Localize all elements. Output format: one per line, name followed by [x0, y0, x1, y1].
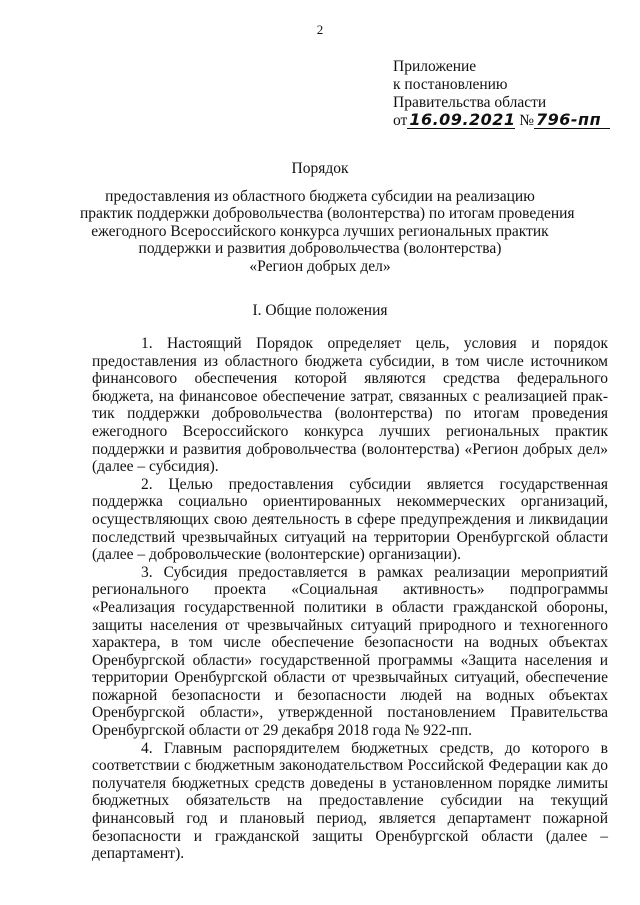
paragraph-line: защиты населения от чрезвычайных ситуаций природного и техногенного: [92, 616, 608, 634]
handwritten-date: 16.09.2021: [409, 110, 516, 129]
paragraph-line: бюджета, на финансовое обеспечение затрат, связанных с реализацией прак-: [92, 387, 608, 405]
paragraph-3: [92, 564, 608, 740]
paragraph-line: 3. Субсидия предоставляется в рамках реализации мероприятий: [141, 563, 608, 581]
paragraph-2: [92, 476, 608, 564]
paragraph-line: финансового обеспечения которой являются средства федерального: [92, 370, 608, 388]
paragraph-line: соответствии с бюджетным законодательством Российской Федерации как до: [92, 757, 608, 775]
document-title: [80, 160, 575, 275]
paragraph-line: характера, в том числе обеспечение безопасности на водных объектах: [92, 634, 608, 652]
appendix-line-3: Правительства области: [393, 94, 547, 111]
paragraph-line: (далее – добровольческие (волонтерские) организации).: [92, 546, 461, 564]
paragraph-line: департамент).: [92, 845, 185, 863]
paragraph-4: [92, 740, 608, 863]
paragraph-line: поддержка социально ориентированных некоммерческих организаций,: [92, 493, 608, 511]
handwritten-number: 796-пп: [534, 112, 610, 129]
section-heading: I. Общие положения: [252, 302, 388, 319]
paragraph-line: Оренбургской области» государственной программы «Защита населения и: [92, 651, 608, 669]
paragraph-line: бюджетных обязательств на предоставление субсидии на текущий: [92, 792, 608, 810]
title-line-5: поддержки и развития добровольчества (волонтерства): [138, 240, 502, 257]
appendix-date-line: [393, 112, 623, 130]
paragraph-line: 4. Главным распорядителем бюджетных средств, до которого в: [141, 739, 608, 757]
paragraph-line: пожарной безопасности и безопасности людей на водных объектах: [92, 686, 608, 704]
paragraph-line: поддержки и развития добровольчества (волонтерства) «Регион добрых дел»: [92, 440, 608, 458]
paragraph-line: осуществляющих свою деятельность в сфере предупреждения и ликвидации: [92, 510, 608, 528]
paragraph-line: 2. Целью предоставления субсидии является государственная: [141, 475, 608, 493]
page-number: 2: [316, 22, 324, 37]
document-body: [92, 335, 608, 863]
number-prefix: №: [519, 112, 534, 129]
title-line-3: практик поддержки добровольчества (волонтерства) по итогам проведения: [80, 205, 575, 222]
title-line-6: «Регион добрых дел»: [249, 257, 391, 275]
appendix-line-1: Приложение: [393, 58, 477, 75]
paragraph-line: Оренбургской области от 29 декабря 2018 года № 922-пп.: [92, 722, 472, 740]
paragraph-line: (далее – субсидия).: [92, 458, 219, 476]
paragraph-line: безопасности и гражданской защиты Оренбургской области (далее –: [92, 827, 608, 845]
appendix-line-2: к постановлению: [393, 76, 508, 93]
paragraph-line: территории Оренбургской области от чрезвычайных ситуаций, обеспечение: [92, 669, 608, 687]
paragraph-line: тик поддержки добровольчества (волонтерства) по итогам проведения: [92, 405, 608, 423]
title-line-4: ежегодного Всероссийского конкурса лучших региональных практик: [91, 222, 549, 240]
title-line-2: предоставления из областного бюджета субсидии на реализацию: [105, 187, 535, 205]
paragraph-line: регионального проекта «Социальная активность» подпрограммы: [92, 581, 608, 599]
paragraph-line: последствий чрезвычайных ситуаций на территории Оренбургской области: [92, 528, 608, 546]
paragraph-line: получателя бюджетных средств доведены в установленном порядке лимиты: [92, 774, 608, 792]
paragraph-1: [92, 335, 608, 476]
paragraph-line: «Реализация государственной политики в области гражданской обороны,: [92, 598, 608, 616]
title-line-1: Порядок: [291, 160, 349, 177]
paragraph-line: финансовый год и плановый период, является департамент пожарной: [92, 810, 608, 828]
paragraph-line: Оренбургской области», утвержденной постановлением Правительства: [92, 704, 608, 722]
paragraph-line: 1. Настоящий Порядок определяет цель, условия и порядок: [141, 335, 608, 352]
paragraph-line: предоставления из областного бюджета субсидии, в том числе источником: [92, 352, 608, 370]
paragraph-line: ежегодного Всероссийского конкурса лучших региональных практик: [92, 422, 608, 440]
date-prefix: от: [393, 112, 408, 129]
appendix-block: [393, 58, 623, 130]
